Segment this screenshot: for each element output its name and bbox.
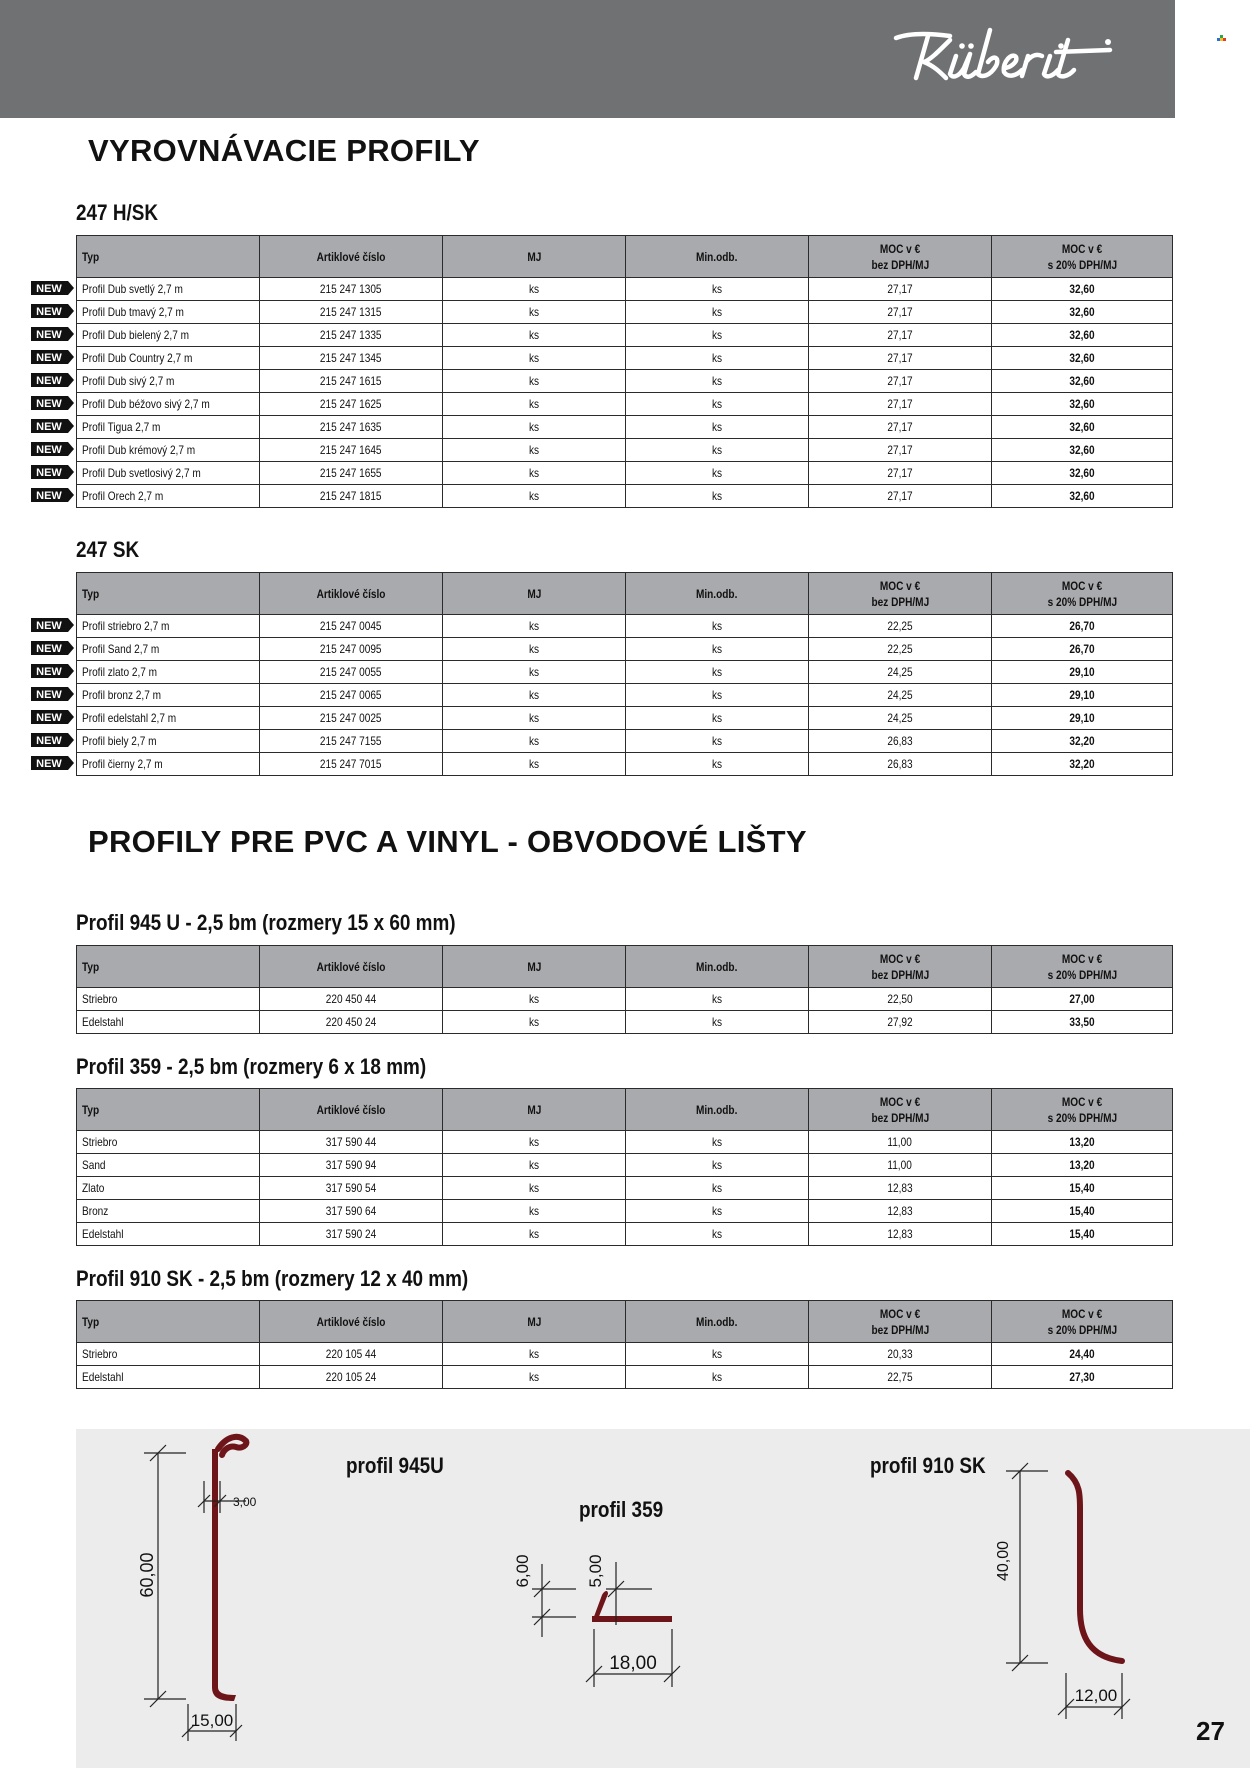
column-header: MOC v € s 20% DPH/MJ (992, 1301, 1173, 1343)
svg-text:NEW: NEW (36, 735, 62, 747)
table-row (77, 684, 1173, 707)
svg-text:NEW: NEW (36, 283, 62, 295)
unit-cell: ks (626, 730, 809, 753)
column-header: Min.odb. (626, 1089, 809, 1131)
unit-cell: ks (626, 1177, 809, 1200)
drawing-label-945u: profil 945U (346, 1453, 444, 1478)
unit-cell: ks (443, 1154, 626, 1177)
new-badge (31, 395, 75, 411)
table-row (77, 1343, 1173, 1366)
price-cell: 27,17 (809, 278, 992, 301)
svg-text:NEW: NEW (36, 490, 62, 502)
svg-text:NEW: NEW (36, 758, 62, 770)
unit-cell: ks (626, 1154, 809, 1177)
unit-cell: ks (626, 988, 809, 1011)
article-number-cell: 215 247 1305 (260, 278, 443, 301)
price-cell: 20,33 (809, 1343, 992, 1366)
table-row (77, 485, 1173, 508)
column-header: MJ (443, 1089, 626, 1131)
column-header: MJ (443, 236, 626, 278)
price-cell: 26,70 (992, 615, 1173, 638)
unit-cell: ks (443, 1366, 626, 1389)
price-cell: 13,20 (992, 1154, 1173, 1177)
unit-cell: ks (626, 301, 809, 324)
profile-drawings (76, 1429, 1250, 1768)
table-row (77, 1131, 1173, 1154)
unit-cell: ks (443, 661, 626, 684)
dimension-910sk-height: 40,00 (995, 1540, 1012, 1582)
table-title: Profil 359 - 2,5 bm (rozmery 6 x 18 mm) (76, 1054, 427, 1079)
svg-text:NEW: NEW (36, 467, 62, 479)
profile-359-drawing (513, 1554, 680, 1687)
dimension-359-inner: 5,00 (586, 1554, 605, 1588)
article-number-cell: 215 247 0045 (260, 615, 443, 638)
table-row (77, 1366, 1173, 1389)
table-row (77, 370, 1173, 393)
unit-cell: ks (626, 1200, 809, 1223)
unit-cell: ks (626, 324, 809, 347)
article-number-cell: 215 247 1315 (260, 301, 443, 324)
price-cell: 15,40 (992, 1177, 1173, 1200)
column-header: MOC v € s 20% DPH/MJ (992, 236, 1173, 278)
product-name-cell: Striebro (77, 1131, 260, 1154)
price-cell: 11,00 (809, 1131, 992, 1154)
price-cell: 32,60 (992, 393, 1173, 416)
product-name-cell: Profil Dub krémový 2,7 m (77, 439, 260, 462)
dimension-945u-height: 60,00 (137, 1552, 157, 1598)
price-table (76, 945, 1173, 1034)
article-number-cell: 215 247 1345 (260, 347, 443, 370)
section-title-pvc-vinyl-profiles: PROFILY PRE PVC A VINYL - OBVODOVÉ LIŠTY (88, 824, 807, 859)
column-header: Artiklové číslo (260, 946, 443, 988)
column-header: Min.odb. (626, 946, 809, 988)
column-header: MOC v € s 20% DPH/MJ (992, 1089, 1173, 1131)
article-number-cell: 220 450 44 (260, 988, 443, 1011)
unit-cell: ks (626, 416, 809, 439)
table-row (77, 439, 1173, 462)
svg-text:NEW: NEW (36, 421, 62, 433)
new-badge (31, 487, 75, 503)
unit-cell: ks (443, 1200, 626, 1223)
table-row (77, 1177, 1173, 1200)
table-row (77, 462, 1173, 485)
price-cell: 27,17 (809, 485, 992, 508)
price-table (76, 1300, 1173, 1389)
price-cell: 22,25 (809, 615, 992, 638)
product-name-cell: Profil Dub bielený 2,7 m (77, 324, 260, 347)
column-header: MJ (443, 573, 626, 615)
price-cell: 12,83 (809, 1200, 992, 1223)
article-number-cell: 220 450 24 (260, 1011, 443, 1034)
column-header: Min.odb. (626, 236, 809, 278)
unit-cell: ks (626, 707, 809, 730)
article-number-cell: 215 247 1815 (260, 485, 443, 508)
new-badge (31, 732, 75, 748)
table-row (77, 615, 1173, 638)
price-cell: 15,40 (992, 1200, 1173, 1223)
price-cell: 29,10 (992, 684, 1173, 707)
price-cell: 32,60 (992, 301, 1173, 324)
table-header-row (77, 1301, 1173, 1343)
unit-cell: ks (443, 347, 626, 370)
article-number-cell: 317 590 44 (260, 1131, 443, 1154)
table-row (77, 707, 1173, 730)
svg-text:NEW: NEW (36, 620, 62, 632)
new-badge (31, 663, 75, 679)
dimension-359-height: 6,00 (513, 1554, 532, 1588)
unit-cell: ks (626, 684, 809, 707)
unit-cell: ks (626, 1223, 809, 1246)
article-number-cell: 215 247 0025 (260, 707, 443, 730)
product-name-cell: Profil striebro 2,7 m (77, 615, 260, 638)
new-badge (31, 617, 75, 633)
unit-cell: ks (443, 485, 626, 508)
table-row (77, 278, 1173, 301)
column-header: Artiklové číslo (260, 236, 443, 278)
unit-cell: ks (443, 615, 626, 638)
article-number-cell: 317 590 94 (260, 1154, 443, 1177)
price-cell: 26,83 (809, 730, 992, 753)
unit-cell: ks (443, 1011, 626, 1034)
product-name-cell: Edelstahl (77, 1223, 260, 1246)
article-number-cell: 215 247 7155 (260, 730, 443, 753)
svg-text:NEW: NEW (36, 398, 62, 410)
unit-cell: ks (443, 462, 626, 485)
article-number-cell: 215 247 1645 (260, 439, 443, 462)
column-header: Typ (77, 1089, 260, 1131)
price-cell: 32,20 (992, 753, 1173, 776)
price-cell: 27,17 (809, 462, 992, 485)
unit-cell: ks (626, 370, 809, 393)
drawing-label-359: profil 359 (579, 1497, 664, 1522)
product-name-cell: Zlato (77, 1177, 260, 1200)
dimension-359-width: 18,00 (609, 1653, 657, 1674)
price-cell: 32,60 (992, 347, 1173, 370)
product-name-cell: Profil Tigua 2,7 m (77, 416, 260, 439)
price-cell: 29,10 (992, 661, 1173, 684)
price-cell: 24,25 (809, 661, 992, 684)
new-badge (31, 640, 75, 656)
color-marks-icon (1217, 35, 1227, 43)
unit-cell: ks (626, 347, 809, 370)
unit-cell: ks (626, 753, 809, 776)
price-cell: 26,83 (809, 753, 992, 776)
profile-910sk-drawing (995, 1463, 1130, 1719)
page-number: 27 (1196, 1716, 1225, 1746)
table-row (77, 1154, 1173, 1177)
product-name-cell: Profil Dub béžovo sivý 2,7 m (77, 393, 260, 416)
column-header: MOC v € s 20% DPH/MJ (992, 946, 1173, 988)
table-row (77, 301, 1173, 324)
article-number-cell: 215 247 7015 (260, 753, 443, 776)
table-header-row (77, 236, 1173, 278)
product-name-cell: Bronz (77, 1200, 260, 1223)
unit-cell: ks (443, 324, 626, 347)
unit-cell: ks (443, 393, 626, 416)
article-number-cell: 215 247 0055 (260, 661, 443, 684)
price-cell: 27,17 (809, 416, 992, 439)
article-number-cell: 215 247 1635 (260, 416, 443, 439)
table-row (77, 638, 1173, 661)
price-cell: 32,60 (992, 462, 1173, 485)
price-cell: 32,60 (992, 416, 1173, 439)
column-header: MOC v € s 20% DPH/MJ (992, 573, 1173, 615)
price-cell: 27,17 (809, 370, 992, 393)
article-number-cell: 215 247 0095 (260, 638, 443, 661)
table-title: Profil 910 SK - 2,5 bm (rozmery 12 x 40 mm) (76, 1266, 469, 1291)
svg-text:NEW: NEW (36, 352, 62, 364)
unit-cell: ks (626, 1366, 809, 1389)
svg-text:NEW: NEW (36, 712, 62, 724)
price-table (76, 235, 1173, 508)
unit-cell: ks (626, 393, 809, 416)
product-name-cell: Edelstahl (77, 1366, 260, 1389)
product-name-cell: Profil Dub Country 2,7 m (77, 347, 260, 370)
unit-cell: ks (626, 638, 809, 661)
unit-cell: ks (443, 1343, 626, 1366)
new-badge (31, 372, 75, 388)
product-name-cell: Profil edelstahl 2,7 m (77, 707, 260, 730)
product-name-cell: Profil bronz 2,7 m (77, 684, 260, 707)
price-cell: 32,60 (992, 370, 1173, 393)
column-header: Artiklové číslo (260, 1089, 443, 1131)
table-row (77, 324, 1173, 347)
svg-text:NEW: NEW (36, 329, 62, 341)
new-badge (31, 280, 75, 296)
table-row (77, 416, 1173, 439)
price-cell: 27,17 (809, 324, 992, 347)
table-header-row (77, 1089, 1173, 1131)
table-row (77, 347, 1173, 370)
unit-cell: ks (443, 1223, 626, 1246)
svg-text:NEW: NEW (36, 375, 62, 387)
column-header: Min.odb. (626, 1301, 809, 1343)
unit-cell: ks (443, 684, 626, 707)
price-cell: 32,20 (992, 730, 1173, 753)
table-row (77, 1200, 1173, 1223)
unit-cell: ks (443, 439, 626, 462)
unit-cell: ks (443, 416, 626, 439)
svg-text:NEW: NEW (36, 666, 62, 678)
new-badge (31, 349, 75, 365)
product-name-cell: Profil čierny 2,7 m (77, 753, 260, 776)
price-cell: 22,75 (809, 1366, 992, 1389)
price-cell: 27,17 (809, 393, 992, 416)
column-header: Typ (77, 1301, 260, 1343)
price-cell: 13,20 (992, 1131, 1173, 1154)
article-number-cell: 215 247 1335 (260, 324, 443, 347)
kuberit-logo (890, 22, 1120, 92)
product-name-cell: Edelstahl (77, 1011, 260, 1034)
price-cell: 22,50 (809, 988, 992, 1011)
article-number-cell: 317 590 64 (260, 1200, 443, 1223)
price-cell: 32,60 (992, 485, 1173, 508)
unit-cell: ks (626, 661, 809, 684)
unit-cell: ks (626, 278, 809, 301)
price-cell: 29,10 (992, 707, 1173, 730)
table-header-row (77, 946, 1173, 988)
product-name-cell: Profil Dub tmavý 2,7 m (77, 301, 260, 324)
price-cell: 11,00 (809, 1154, 992, 1177)
unit-cell: ks (626, 1131, 809, 1154)
product-name-cell: Profil Dub sivý 2,7 m (77, 370, 260, 393)
unit-cell: ks (626, 462, 809, 485)
product-name-cell: Profil Orech 2,7 m (77, 485, 260, 508)
article-number-cell: 215 247 1655 (260, 462, 443, 485)
price-cell: 12,83 (809, 1223, 992, 1246)
column-header: MJ (443, 946, 626, 988)
price-cell: 26,70 (992, 638, 1173, 661)
price-cell: 32,60 (992, 324, 1173, 347)
product-name-cell: Profil Dub svetlý 2,7 m (77, 278, 260, 301)
column-header: MOC v € bez DPH/MJ (809, 946, 992, 988)
product-name-cell: Profil zlato 2,7 m (77, 661, 260, 684)
table-row (77, 988, 1173, 1011)
table-row (77, 661, 1173, 684)
unit-cell: ks (443, 730, 626, 753)
profile-945u-drawing (137, 1437, 257, 1741)
price-cell: 22,25 (809, 638, 992, 661)
column-header: Artiklové číslo (260, 1301, 443, 1343)
article-number-cell: 317 590 24 (260, 1223, 443, 1246)
svg-text:NEW: NEW (36, 444, 62, 456)
new-badge (31, 441, 75, 457)
profile-drawings-panel (76, 1429, 1250, 1768)
column-header: MJ (443, 1301, 626, 1343)
dimension-945u-thickness: 3,00 (233, 1495, 257, 1509)
article-number-cell: 215 247 0065 (260, 684, 443, 707)
product-name-cell: Striebro (77, 1343, 260, 1366)
price-cell: 27,17 (809, 301, 992, 324)
unit-cell: ks (443, 707, 626, 730)
column-header: MOC v € bez DPH/MJ (809, 236, 992, 278)
unit-cell: ks (443, 301, 626, 324)
column-header: MOC v € bez DPH/MJ (809, 1301, 992, 1343)
new-badge (31, 464, 75, 480)
table-title: Profil 945 U - 2,5 bm (rozmery 15 x 60 mm) (76, 910, 456, 935)
svg-text:NEW: NEW (36, 643, 62, 655)
unit-cell: ks (443, 1177, 626, 1200)
unit-cell: ks (443, 988, 626, 1011)
product-name-cell: Sand (77, 1154, 260, 1177)
price-cell: 32,60 (992, 278, 1173, 301)
column-header: Artiklové číslo (260, 573, 443, 615)
table-row (77, 730, 1173, 753)
price-table (76, 572, 1173, 776)
price-cell: 33,50 (992, 1011, 1173, 1034)
table-row (77, 753, 1173, 776)
section-title-leveling-profiles: VYROVNÁVACIE PROFILY (88, 133, 480, 168)
unit-cell: ks (443, 753, 626, 776)
unit-cell: ks (443, 1131, 626, 1154)
unit-cell: ks (626, 485, 809, 508)
table-title: 247 H/SK (76, 200, 159, 225)
new-badge (31, 709, 75, 725)
new-badge (31, 755, 75, 771)
unit-cell: ks (443, 278, 626, 301)
unit-cell: ks (626, 1343, 809, 1366)
price-cell: 27,17 (809, 439, 992, 462)
table-title: 247 SK (76, 537, 140, 562)
price-cell: 24,25 (809, 707, 992, 730)
column-header: MOC v € bez DPH/MJ (809, 1089, 992, 1131)
price-cell: 12,83 (809, 1177, 992, 1200)
svg-text:NEW: NEW (36, 689, 62, 701)
price-cell: 32,60 (992, 439, 1173, 462)
article-number-cell: 215 247 1615 (260, 370, 443, 393)
new-badge (31, 303, 75, 319)
header-band (0, 0, 1175, 118)
article-number-cell: 215 247 1625 (260, 393, 443, 416)
price-cell: 27,00 (992, 988, 1173, 1011)
price-cell: 27,30 (992, 1366, 1173, 1389)
unit-cell: ks (626, 439, 809, 462)
article-number-cell: 220 105 24 (260, 1366, 443, 1389)
price-cell: 27,17 (809, 347, 992, 370)
product-name-cell: Profil Sand 2,7 m (77, 638, 260, 661)
table-row (77, 393, 1173, 416)
unit-cell: ks (626, 615, 809, 638)
product-name-cell: Profil Dub svetlosivý 2,7 m (77, 462, 260, 485)
column-header: Typ (77, 946, 260, 988)
table-header-row (77, 573, 1173, 615)
table-row (77, 1223, 1173, 1246)
new-badge (31, 326, 75, 342)
svg-text:NEW: NEW (36, 306, 62, 318)
new-badge (31, 686, 75, 702)
new-badge (31, 418, 75, 434)
price-table (76, 1088, 1173, 1246)
unit-cell: ks (443, 638, 626, 661)
article-number-cell: 220 105 44 (260, 1343, 443, 1366)
dimension-945u-width: 15,00 (190, 1711, 234, 1730)
column-header: Min.odb. (626, 573, 809, 615)
price-cell: 15,40 (992, 1223, 1173, 1246)
unit-cell: ks (626, 1011, 809, 1034)
drawing-label-910sk: profil 910 SK (870, 1453, 986, 1478)
product-name-cell: Profil biely 2,7 m (77, 730, 260, 753)
price-cell: 27,92 (809, 1011, 992, 1034)
unit-cell: ks (443, 370, 626, 393)
column-header: Typ (77, 236, 260, 278)
article-number-cell: 317 590 54 (260, 1177, 443, 1200)
column-header: MOC v € bez DPH/MJ (809, 573, 992, 615)
product-name-cell: Striebro (77, 988, 260, 1011)
table-row (77, 1011, 1173, 1034)
dimension-910sk-width: 12,00 (1074, 1686, 1118, 1705)
price-cell: 24,25 (809, 684, 992, 707)
column-header: Typ (77, 573, 260, 615)
price-cell: 24,40 (992, 1343, 1173, 1366)
